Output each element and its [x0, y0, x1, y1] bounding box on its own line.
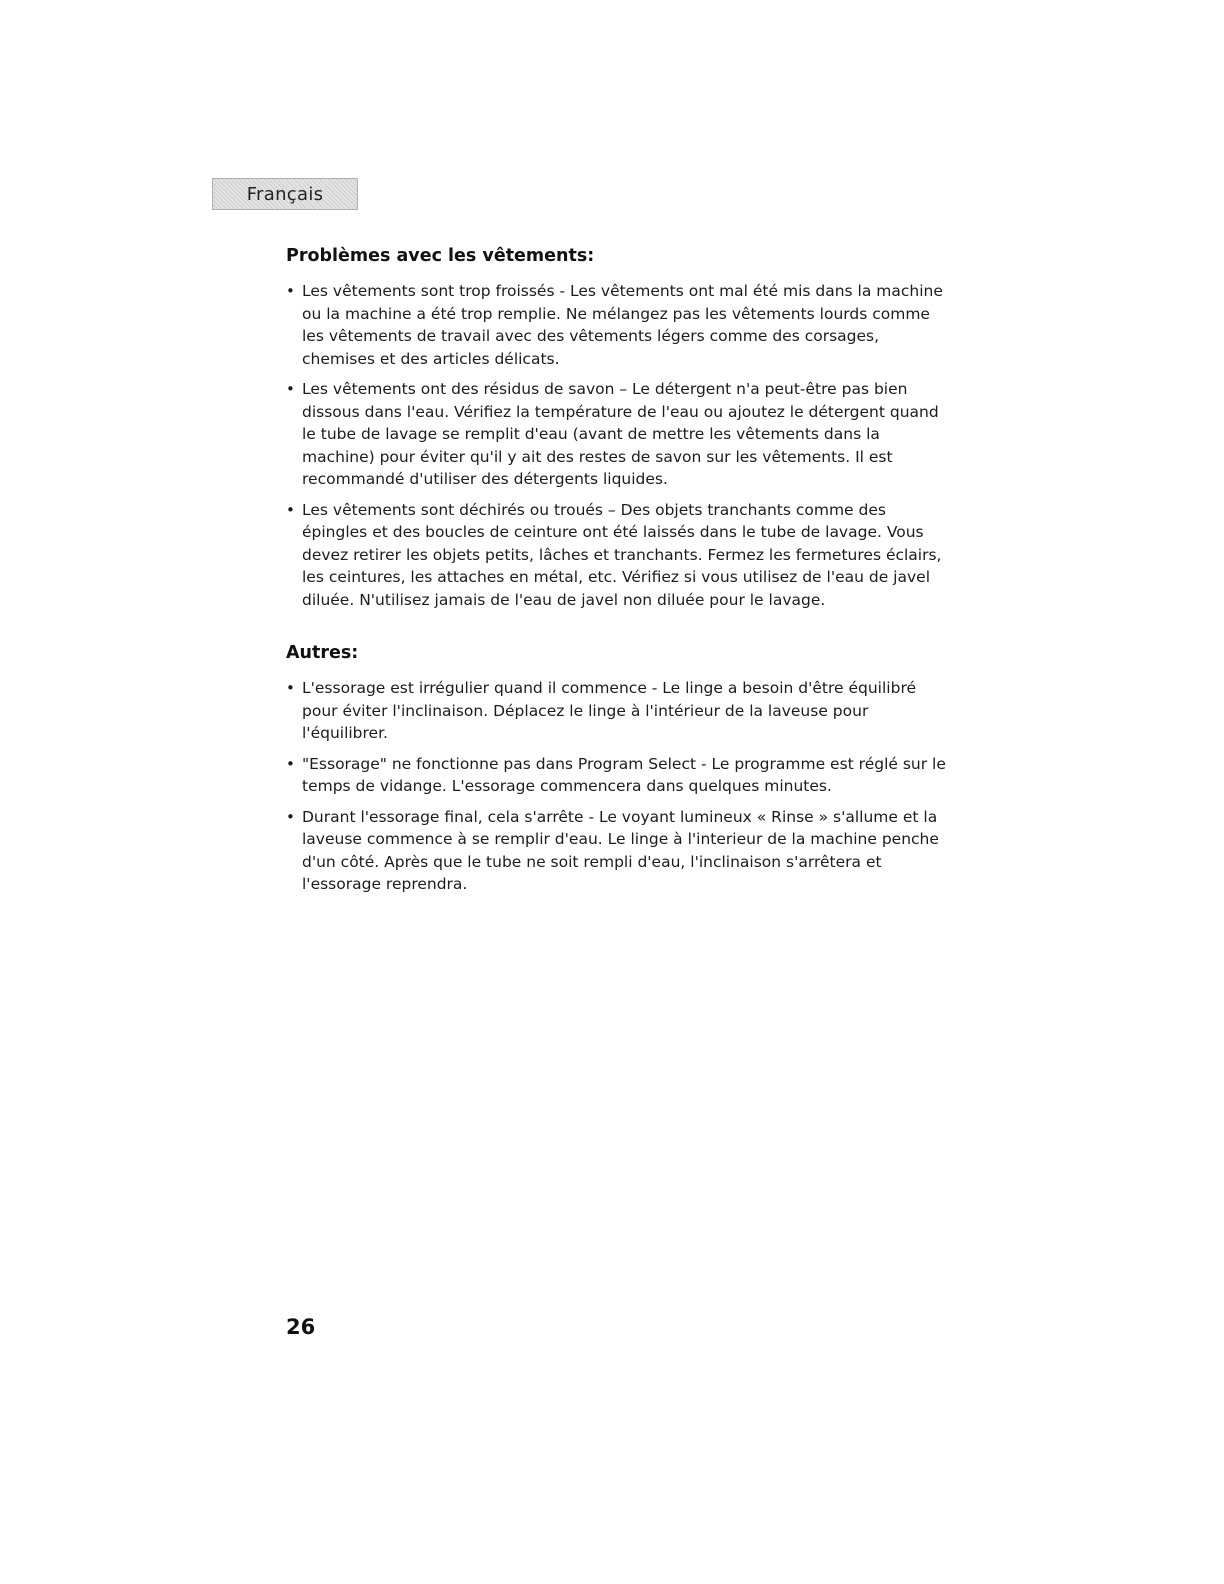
list-item-text: Les vêtements sont déchirés ou troués – Des objets tranchants comme des épingles et des boucles de ceinture ont été laissés dans le tube de lavage. Vous devez retirer les objets petits, lâches et tranchants. Fermez les fermetures éclairs, les ceintures, les attaches en métal, etc. Vérifiez si vous utilisez de l'eau de javel diluée. N'utilisez jamais de l'eau de javel non diluée pour le lavage. — [302, 500, 942, 609]
language-tab-label: Français — [246, 183, 324, 205]
bullet-icon: • — [286, 380, 295, 398]
page-content — [286, 244, 946, 904]
section-title-clothing-problems: Problèmes avec les vêtements: — [286, 246, 595, 266]
list-item — [286, 677, 946, 745]
bullet-icon: • — [286, 282, 295, 300]
bullet-icon: • — [286, 754, 295, 773]
other-problems-list — [286, 677, 946, 896]
bullet-icon: • — [286, 807, 295, 826]
list-item — [286, 499, 946, 612]
list-item-text: L'essorage est irrégulier quand il commence - Le linge a besoin d'être équilibré pour éviter l'inclinaison. Déplacez le linge à l'intérieur de la laveuse pour l'équilibrer. — [302, 679, 917, 742]
bullet-icon: • — [286, 679, 295, 697]
list-item-text: Durant l'essorage final, cela s'arrête - Le voyant lumineux « Rinse » s'allume et la laveuse commence à se remplir d'eau. Le linge à l'interieur de la machine penche d'un côté. Après que le tube ne soit rempli d'eau, l'inclinaison s'arrêtera et l'essorage reprendra. — [302, 807, 939, 893]
section-title-other: Autres: — [286, 643, 359, 663]
list-item — [286, 280, 946, 370]
list-item-text: "Essorage" ne fonctionne pas dans Program Select - Le programme est réglé sur le temps de vidange. L'essorage commencera dans quelques minutes. — [302, 754, 946, 795]
list-item-text: Les vêtements ont des résidus de savon – Le détergent n'a peut-être pas bien dissous dans l'eau. Vérifiez la température de l'eau ou ajoutez le détergent quand le tube de lavage se remplit d'eau (avant de mettre les vêtements dans la machine) pour éviter qu'il y ait des restes de savon sur les vêtements. Il est recommandé d'utiliser des détergents liquides. — [302, 380, 939, 488]
list-item — [286, 378, 946, 491]
list-item — [286, 753, 946, 798]
list-item — [286, 806, 946, 896]
language-tab — [212, 178, 358, 210]
clothing-problems-list — [286, 280, 946, 611]
page-number: 26 — [286, 1315, 316, 1339]
list-item-text: Les vêtements sont trop froissés - Les vêtements ont mal été mis dans la machine ou la machine a été trop remplie. Ne mélangez pas les vêtements lourds comme les vêtements de travail avec des vêtements légers comme des corsages, chemises et des articles délicats. — [302, 282, 943, 368]
bullet-icon: • — [286, 500, 295, 519]
